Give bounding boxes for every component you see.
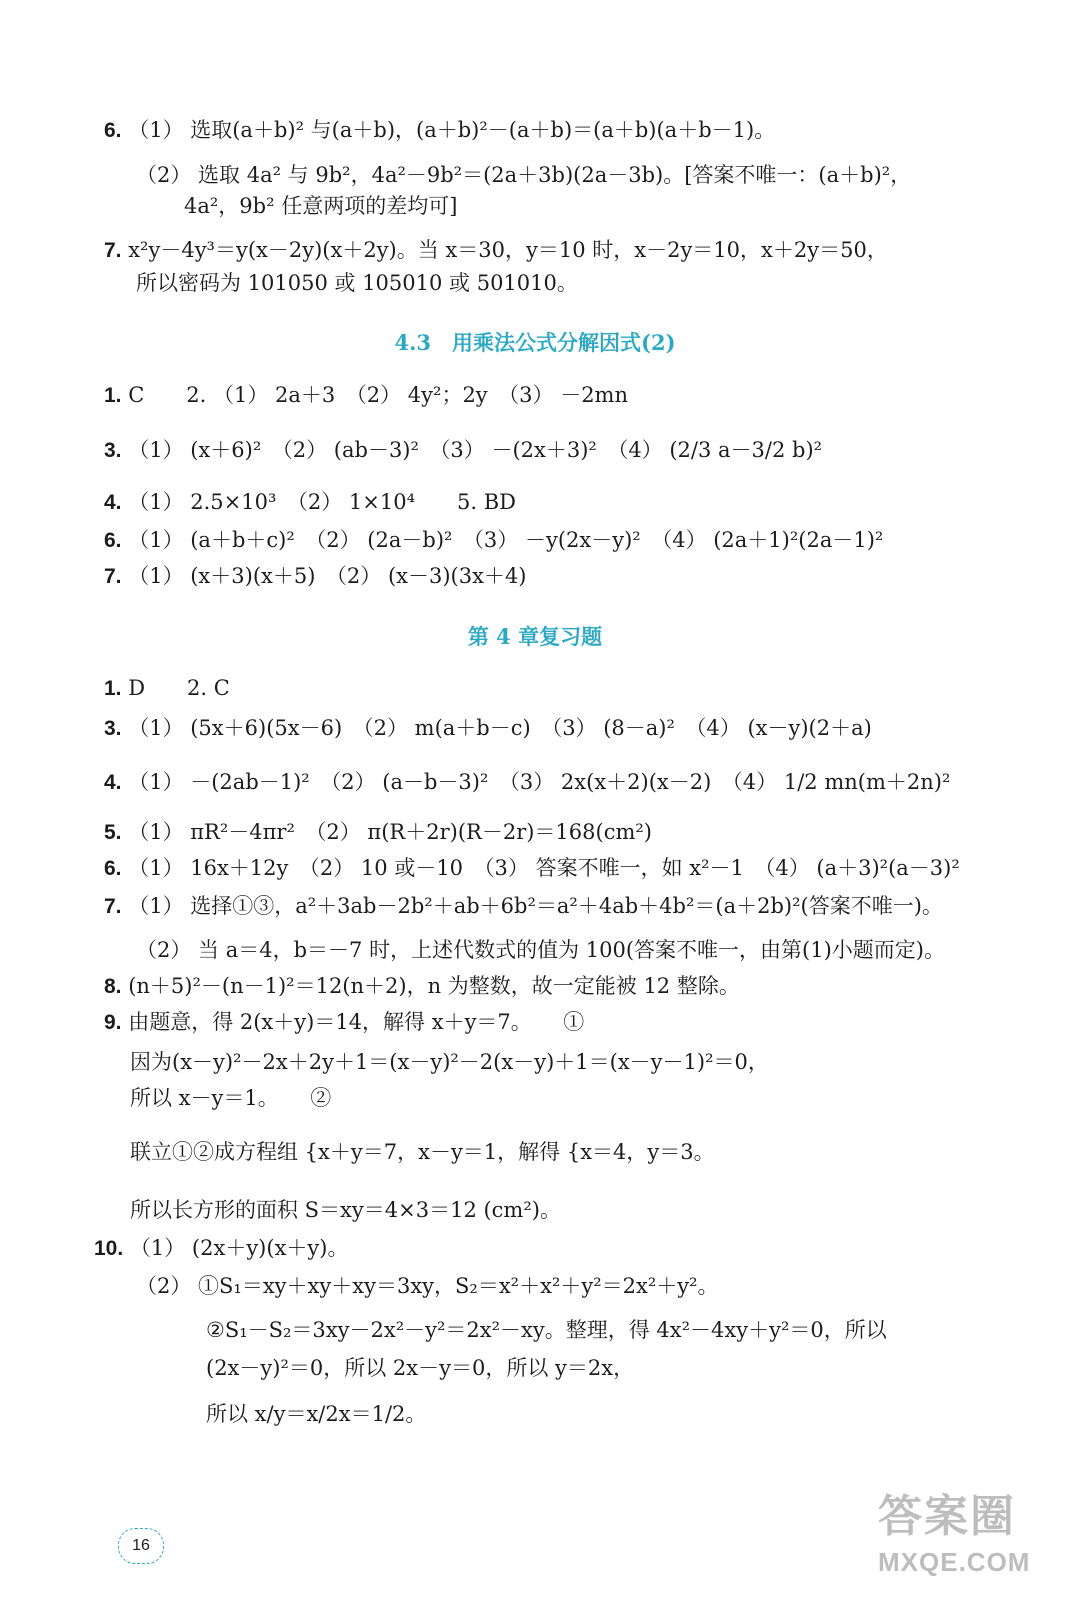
answer-line: 5. （1） πR²－4πr² （2） π(R＋2r)(R－2r)＝168(cm²) [104, 820, 652, 844]
answer-line: 7. （1） (x＋3)(x＋5) （2） (x－3)(3x＋4) [104, 564, 527, 588]
answer-line: 4a²，9b² 任意两项的差均可] [184, 194, 458, 218]
section-heading: 第 4 章复习题 [467, 624, 603, 649]
section-heading: 4.3 用乘法公式分解因式(2) [394, 330, 676, 355]
watermark-logo [878, 1492, 1031, 1595]
answer-line: 6. （1） (a＋b＋c)² （2） (2a－b)² （3） －y(2x－y)² （4） (2a＋1)²(2a－1)² [104, 528, 884, 552]
answer-line: 1. D 2. C [104, 676, 230, 700]
answer-line: 1. C 2. （1） 2a＋3 （2） 4y²；2y （3） －2mn [104, 383, 628, 407]
page-number: 16 [118, 1528, 164, 1564]
answer-line: ②S₁－S₂＝3xy－2x²－y²＝2x²－xy。整理，得 4x²－4xy＋y²＝0，所以 [206, 1318, 887, 1342]
answer-line: 10. （1） (2x＋y)(x＋y)。 [94, 1236, 349, 1260]
answer-line: （2） 当 a＝4，b＝－7 时，上述代数式的值为 100(答案不唯一，由第(1)小题而定)。 [136, 938, 945, 962]
answer-line: 6. （1） 选取(a＋b)² 与(a＋b)，(a＋b)²－(a＋b)＝(a＋b)(a＋b－1)。 [104, 118, 776, 142]
answer-line: 9. 由题意，得 2(x＋y)＝14，解得 x＋y＝7。 ① [104, 1010, 585, 1034]
answer-line: （2） 选取 4a² 与 9b²，4a²－9b²＝(2a＋3b)(2a－3b)。[答案不唯一：(a＋b)²， [136, 163, 912, 187]
watermark-url: MXQE.COM [878, 1547, 1031, 1577]
answer-line: (2x－y)²＝0，所以 2x－y＝0，所以 y＝2x， [206, 1356, 635, 1380]
answer-line: 所以 x/y＝x/2x＝1/2。 [206, 1402, 427, 1426]
answer-line: 联立①②成方程组 {x＋y＝7，x－y＝1，解得 {x＝4，y＝3。 [130, 1140, 715, 1164]
answer-line: 8. (n＋5)²－(n－1)²＝12(n＋2)，n 为整数，故一定能被 12 整除。 [104, 974, 740, 998]
answer-line: 7. （1） 选择①③，a²＋3ab－2b²＋ab＋6b²＝a²＋4ab＋4b²＝(a＋2b)²(答案不唯一)。 [104, 894, 943, 918]
answer-line: 4. （1） 2.5×10³ （2） 1×10⁴ 5. BD [104, 490, 516, 514]
answer-line: 4. （1） －(2ab－1)² （2） (a－b－3)² （3） 2x(x＋2)(x－2) （4） 1/2 mn(m＋2n)² [104, 770, 951, 794]
answer-line: 因为(x－y)²－2x＋2y＋1＝(x－y)²－2(x－y)＋1＝(x－y－1)²＝0， [130, 1050, 769, 1074]
watermark-text: 答案圈 [878, 1492, 1016, 1541]
answer-line: 7. x²y－4y³＝y(x－2y)(x＋2y)。当 x＝30，y＝10 时，x－2y＝10，x＋2y＝50， [104, 238, 888, 262]
answer-line: 3. （1） (5x＋6)(5x－6) （2） m(a＋b－c) （3） (8－a)² （4） (x－y)(2＋a) [104, 716, 872, 740]
answer-line: 所以长方形的面积 S＝xy＝4×3＝12 (cm²)。 [130, 1198, 561, 1222]
answer-line: （2） ①S₁＝xy＋xy＋xy＝3xy，S₂＝x²＋x²＋y²＝2x²＋y²。 [136, 1274, 719, 1298]
answer-line: 所以密码为 101050 或 105010 或 501010。 [136, 271, 578, 295]
answer-line: 所以 x－y＝1。 ② [130, 1086, 332, 1110]
answer-line: 3. （1） (x＋6)² （2） (ab－3)² （3） －(2x＋3)² （4） (2/3 a－3/2 b)² [104, 438, 823, 462]
answer-line: 6. （1） 16x＋12y （2） 10 或－10 （3） 答案不唯一，如 x²－1 （4） (a＋3)²(a－3)² [104, 856, 960, 880]
